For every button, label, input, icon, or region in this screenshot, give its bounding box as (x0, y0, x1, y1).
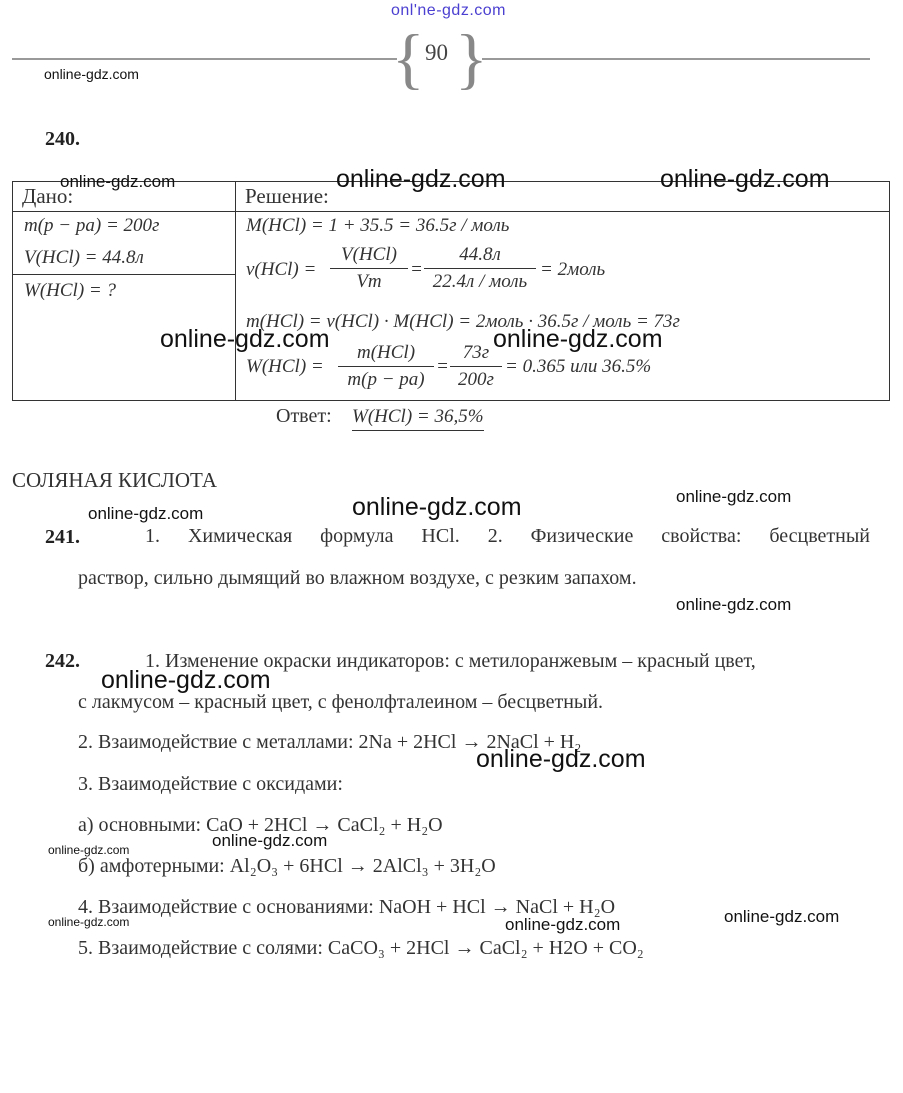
p242-line2: с лакмусом – красный цвет, с фенолфталеином – бесцветный. (78, 691, 604, 713)
answer-label: Ответ: (276, 405, 332, 427)
watermark: online-gdz.com (101, 666, 271, 694)
moles-eq: = (410, 259, 423, 280)
watermark: online-gdz.com (352, 493, 522, 521)
fraction-numerator: V(HCl) (341, 244, 397, 265)
moles-rhs: = 2моль (540, 259, 606, 280)
table-header-rule (12, 211, 890, 212)
fraction-bar (450, 366, 502, 367)
given-header: Дано: (22, 184, 74, 208)
fraction-bar (330, 268, 408, 269)
watermark: online-gdz.com (160, 325, 330, 353)
watermark: online-gdz.com (505, 915, 621, 934)
find-mass-fraction: W(HCl) = ? (24, 280, 116, 301)
answer-value: W(HCl) = 36,5% (352, 406, 484, 431)
watermark: online-gdz.com (88, 504, 204, 523)
watermark: online-gdz.com (724, 907, 840, 926)
p241-line1: 1. Химическая формула HCl. 2. Физические свойства: бесцветный (145, 525, 870, 547)
p242-line7: 4. Взаимодействие с основаниями: NaOH + HCl → NaCl + H₂O (78, 896, 616, 918)
moles-fraction-2 (424, 244, 536, 293)
p242-line4: 3. Взаимодействие с оксидами: (78, 773, 343, 795)
page-number: 90 (425, 40, 448, 65)
solution-header: Решение: (245, 184, 329, 208)
watermark: online-gdz.com (676, 487, 792, 506)
left-brace-decoration: { (392, 20, 425, 96)
problem-number-240: 240. (45, 128, 80, 150)
given-volume: V(HCl) = 44.8л (24, 247, 144, 268)
watermark: online-gdz.com (48, 915, 130, 929)
mass-hcl-line: m(HCl) = ν(HCl) · M(HCl) = 2моль · 36.5г / моль = 73г (246, 311, 680, 332)
p241-line2: раствор, сильно дымящий во влажном воздухе, с резким запахом. (78, 567, 637, 589)
watermark: online-gdz.com (60, 172, 176, 191)
moles-lhs: ν(HCl) = (246, 259, 317, 280)
watermark: online-gdz.com (212, 831, 328, 850)
section-title: СОЛЯНАЯ КИСЛОТА (12, 468, 217, 492)
header-rule-right (482, 58, 870, 60)
p242-line5: а) основными: CaO + 2HCl → CaCl₂ + H₂O (78, 814, 443, 836)
header-rule-left (12, 58, 397, 60)
fraction-numerator: 73г (462, 342, 490, 363)
fraction-numerator: 44.8л (459, 244, 501, 265)
watermark: online-gdz.com (44, 66, 139, 82)
fraction-bar (424, 268, 536, 269)
watermark: online-gdz.com (48, 843, 130, 857)
fraction-denominator: 200г (458, 369, 494, 390)
fraction-denominator: Vm (356, 271, 382, 292)
fraction-denominator: 22.4л / моль (432, 271, 528, 292)
p242-line8: 5. Взаимодействие с солями: CaCO₃ + 2HCl → CaCl₂ + H2O + CO₂ (78, 937, 644, 959)
mass-fraction-1 (338, 342, 434, 391)
watermark: online-gdz.com (660, 165, 830, 193)
watermark: online-gdz.com (676, 595, 792, 614)
fraction-numerator: m(HCl) (356, 342, 416, 363)
fraction-lhs: W(HCl) = (246, 356, 324, 377)
given-find-rule (12, 274, 235, 275)
moles-fraction-1 (330, 244, 408, 293)
watermark: online-gdz.com (336, 165, 506, 193)
fraction-bar (338, 366, 434, 367)
fraction-rhs: = 0.365 или 36.5% (505, 356, 652, 377)
given-mass: m(p − pa) = 200г (24, 215, 160, 236)
problem-number-242: 242. (45, 650, 80, 672)
p242-line6: б) амфотерными: Al₂O₃ + 6HCl → 2AlCl₃ + 3H₂O (78, 855, 496, 877)
watermark: online-gdz.com (476, 745, 646, 773)
fraction-denominator: m(p − pa) (347, 369, 425, 390)
problem-number-241: 241. (45, 526, 80, 548)
watermark: online-gdz.com (493, 325, 663, 353)
p242-line3: 2. Взаимодействие с металлами: 2Na + 2HCl → 2NaCl + H₂ (78, 731, 582, 753)
table-divider (235, 181, 236, 401)
top-watermark: onl'ne-gdz.com (391, 2, 506, 19)
right-brace-decoration: } (455, 20, 488, 96)
fraction-eq: = (436, 356, 449, 377)
p242-line1: 1. Изменение окраски индикаторов: с метилоранжевым – красный цвет, (145, 650, 756, 672)
molar-mass-line: M(HCl) = 1 + 35.5 = 36.5г / моль (246, 215, 510, 236)
